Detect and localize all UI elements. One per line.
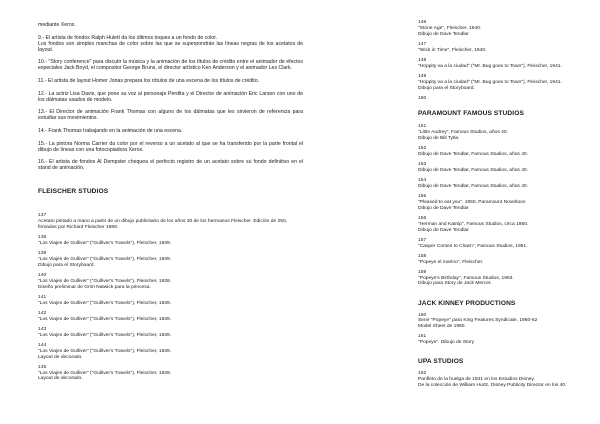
- entry-line: Dibujo de Dave Tendlar, Famous Studios, años 40.: [418, 151, 529, 157]
- entry-number: 160: [418, 312, 427, 318]
- entry-line: De la colección de William Hurtz, Disney Publicity Director en los 40.: [418, 383, 567, 389]
- entry-line: "Los Viajes de Gulliver" ("Gulliver's Travels"), Fleischer, 1939.: [38, 332, 172, 338]
- entry-number: 153: [418, 161, 427, 167]
- section-heading-upa: UPA STUDIOS: [418, 358, 464, 366]
- entry-number: 139: [38, 250, 47, 256]
- caption-paragraph: 14.- Frank Thomas trabajando en la animación de una escena.: [38, 128, 183, 135]
- entry-number: 142: [38, 310, 47, 316]
- entry-line: Dibujo de Dave Tendlar: [418, 227, 469, 233]
- catalog-entry: [418, 270, 588, 288]
- entry-line: "Hoppity va a la ciudad" ("Mr. Bug goes to Town"), Fleischer, 1941.: [418, 63, 562, 69]
- section-heading-fleischer: FLEISCHER STUDIOS: [38, 188, 109, 195]
- entry-number: 141: [38, 294, 47, 300]
- entry-number: 144: [38, 342, 47, 348]
- entry-line: "Los Viajes de Gulliver" ("Gulliver's Travels"), Fleischer, 1939.: [38, 316, 172, 322]
- entry-line: "Wick in Time", Fleischer, 1940.: [418, 47, 487, 53]
- entry-number: 159: [418, 269, 427, 275]
- entry-number: 151: [418, 123, 427, 129]
- catalog-entry: [418, 313, 588, 331]
- catalog-entry: [418, 371, 588, 389]
- entry-line: Panfleto de la huelga de 1941 en los Estudios Disney.: [418, 377, 535, 383]
- entry-line: "Los Viajes de Gulliver" ("Gulliver's Travels"), Fleischer, 1939.: [38, 300, 172, 306]
- catalog-entry: [418, 96, 588, 102]
- entry-number: 137: [38, 213, 47, 218]
- entry-line: Dibujo para el Storyboard.: [38, 262, 95, 268]
- entry-line: "Los Viajes de Gulliver" ("Gulliver's Travels"), Fleischer, 1939.: [38, 278, 172, 284]
- caption-paragraph: 12.- La actriz Lisa Davis, que pone su voz al personaje Perdita y el Director de animación Eric Larson con uno de los dálmatas usados de modelo.: [38, 90, 303, 103]
- catalog-entry: [38, 295, 303, 307]
- caption-paragraph: mediante Xerox.: [38, 22, 76, 28]
- entry-number: 156: [418, 215, 427, 221]
- catalog-entry: [418, 74, 588, 92]
- entry-line: Acetato pintado a mano a partir de un dibujo publicitario de los años 30 de los hermanos Fleischer. Edición de 250, firmados por Richard Fleischer 1989.: [38, 218, 288, 230]
- entry-line: "Hoppity va a la ciudad" ("Mr. Bug goes to Town"), Fleischer, 1941.: [418, 79, 562, 85]
- entry-line: Dibujo de Dave Tendlar, Famous Studios, años 40.: [418, 183, 529, 189]
- entry-number: 155: [418, 193, 427, 199]
- section-heading-paramount: PARAMOUNT FAMOUS STUDIOS: [418, 109, 524, 117]
- kinney-entry-list: [418, 313, 588, 347]
- entry-number: 161: [418, 334, 427, 340]
- catalog-entry: [418, 238, 588, 250]
- entry-line: "Casper Comes to Clown", Famous Studios, 1951.: [418, 243, 528, 249]
- fleischer-entry-list: [38, 213, 303, 382]
- catalog-entry: [418, 124, 588, 142]
- caption-paragraph: 15.- La pintora Norma Carrier da color por el reverso a un acetato al que se ha transferido por la parte frontal el dibujo de líneas con una fotocopiadora Xerox.: [38, 140, 303, 153]
- entry-line: Dibujo de Dave Tendlar, Famous Studios, años 40.: [418, 167, 529, 173]
- catalog-entry: [418, 216, 588, 234]
- entry-line: Diseño preliminar de Grim Natwick para la princesa.: [38, 284, 151, 290]
- entry-line: "Popeye el marino", Fleischer.: [418, 259, 484, 265]
- entry-number: 148: [418, 57, 427, 63]
- paramount-entry-list: [418, 124, 588, 287]
- entry-number: 158: [418, 253, 427, 259]
- catalog-entry: [38, 273, 303, 291]
- entry-line: Layout de decorado.: [38, 376, 83, 382]
- entry-line: "Los Viajes de Gulliver" ("Gulliver's Travels"), Fleischer, 1939.: [38, 370, 172, 376]
- catalog-entry: [418, 162, 588, 174]
- caption-paragraph: 9.- El artista de fondos Ralph Hulett da los últimos toques a un fondo de color. Los fondos son simples manchas de color sobre las que se superpondrán las líneas negras de los acetatos de layout.: [38, 34, 303, 53]
- entry-line: Dibujo de Dave Tendlar: [418, 31, 469, 37]
- catalog-entry: [418, 254, 588, 266]
- entry-line: "Los Viajes de Gulliver" ("Gulliver's Travels"), Fleischer, 1939.: [38, 240, 172, 246]
- entry-number: 146: [418, 20, 427, 25]
- entry-line: Layout de decorado.: [38, 354, 83, 360]
- entry-line: "Los Viajes de Gulliver" ("Gulliver's Travels"), Fleischer, 1939.: [38, 256, 172, 262]
- entry-line: Dibujo para Story de Jack Mercer.: [418, 281, 492, 287]
- caption-paragraph: 13.- El Director de animación Frank Thomas con alguno de los dálmatas que les sirvieron de referencia para estudiar sus movimientos.: [38, 109, 303, 122]
- entry-line: "Popeye's Birthday", Famous Studios, 1953.: [418, 275, 514, 281]
- entry-number: 149: [418, 73, 427, 79]
- entry-line: "Stone Age", Fleischer, 1940.: [418, 25, 482, 31]
- catalog-entry: [38, 343, 303, 361]
- caption-paragraph: 16.- El artista de fondos Al Dempster chequea el perfecto registro de un acetato sobre su fondo definitivo en el stand de animación.: [38, 159, 303, 172]
- entry-line: "Los Viajes de Gulliver" ("Gulliver's Travels"), Fleischer, 1939.: [38, 348, 172, 354]
- entry-number: 157: [418, 237, 427, 243]
- entry-number: 147: [418, 41, 427, 47]
- entry-number: 140: [38, 272, 47, 278]
- catalog-entry: [38, 327, 303, 339]
- entry-line: Dibujo para el Storyboard.: [418, 85, 475, 91]
- entry-line: Dibujo de Dave Tendlar: [418, 205, 469, 211]
- entry-number: 138: [38, 234, 47, 240]
- entry-number: 145: [38, 364, 47, 370]
- left-column: [38, 22, 303, 387]
- caption-paragraph: 10.- "Story conference" para discutir la música y la animación de los títulos de crédito entre el animador de efectos especiales Jack Boyd, el compositor George Bruns, el director artístico Ken Anderson y el animador Les Clark.: [38, 59, 303, 72]
- catalog-entry: [418, 146, 588, 158]
- catalog-entry: [418, 20, 588, 38]
- catalog-entry: [38, 213, 303, 231]
- entry-number: 143: [38, 326, 47, 332]
- catalog-entry: [418, 194, 588, 212]
- entry-number: 162: [418, 371, 427, 377]
- catalog-entry: [38, 311, 303, 323]
- catalog-entry: [418, 58, 588, 70]
- catalog-entry: [418, 334, 588, 346]
- catalog-entry: [38, 235, 303, 247]
- entry-number: 152: [418, 145, 427, 151]
- section-heading-kinney: JACK KINNEY PRODUCTIONS: [418, 299, 516, 307]
- entry-number: 150: [418, 95, 427, 101]
- catalog-entry: [418, 42, 588, 54]
- catalog-entry: [38, 251, 303, 269]
- entry-line: "Pleased to eat you", 1950, Paramount Noveltoon: [418, 199, 526, 205]
- entry-line: Dibujo de Bill Tytla.: [418, 135, 460, 141]
- entry-line: "Little Audrey", Famous Studios, años 40.: [418, 129, 508, 135]
- entry-line: "Herman and Katnip", Famous Studios, circa 1950.: [418, 221, 529, 227]
- catalog-entry: [38, 365, 303, 383]
- entry-line: Serie "Popeye" para King Features Syndicate, 1960-62: [418, 318, 538, 324]
- caption-paragraph: 11.- El artista de layout Homer Jonas prepara los rótulos de una escena de los títulos de crédito.: [38, 78, 260, 85]
- right-column: [418, 20, 588, 393]
- entry-line: Model Sheet de 1960.: [418, 324, 466, 330]
- top-entry-list: [418, 20, 588, 102]
- entry-number: 154: [418, 177, 427, 183]
- entry-line: "Popeye". Dibujo de Story: [418, 340, 475, 346]
- catalog-entry: [418, 178, 588, 190]
- numbered-captions: [38, 22, 303, 172]
- upa-entry-list: [418, 371, 588, 389]
